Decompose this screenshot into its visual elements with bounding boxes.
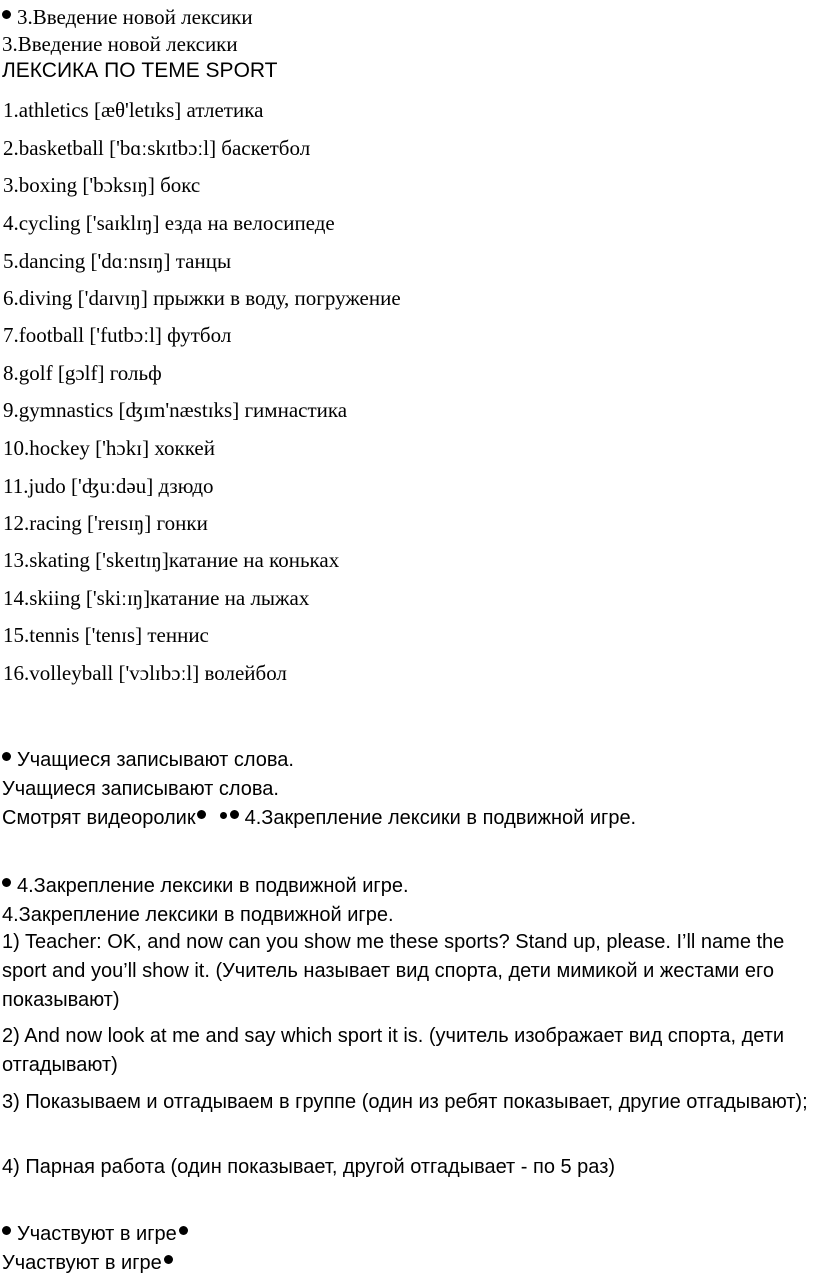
activity-item-3: 3) Показываем и отгадываем в группе (один из ребят показывает, другие отгадывают);: [2, 1091, 808, 1113]
bullet-icon: [179, 1226, 188, 1235]
bullet-heading-text: Учащиеся записывают слова.: [17, 749, 294, 771]
activity-item-1: 1) Teacher: OK, and now can you show me these sports? Stand up, please. I’ll name the sport and you’ll show it. (Учитель называет вид спорта, дети мимикой и жестами его показывают): [2, 931, 785, 1011]
watch-video-text: Смотрят видеоролик: [2, 807, 196, 829]
activity-item-4: 4) Парная работа (один показывает, другой отгадывает - по 5 раз): [2, 1156, 616, 1178]
vocab-item: 15.tennis ['tenɪs] теннис: [3, 623, 209, 647]
bullet-heading-text: Участвуют в игре: [17, 1223, 177, 1245]
students-play-line: [2, 1250, 173, 1276]
bullet-icon: [2, 1226, 11, 1235]
bullet-icon: [2, 10, 11, 19]
vocab-item: 12.racing ['reɪsɪŋ] гонки: [3, 511, 208, 535]
activity-item-2: 2) And now look at me and say which sport it is. (учитель изображает вид спорта, дети отгадывают): [2, 1025, 785, 1076]
vocab-item: 7.football ['futbɔːl] футбол: [3, 323, 232, 347]
students-play-text: Участвуют в игре: [2, 1252, 162, 1274]
bullet-heading-students-play: [2, 1221, 188, 1247]
bullet-icon: [2, 878, 11, 887]
vocab-item: 3.boxing ['bɔksɪŋ] бокс: [3, 173, 201, 197]
vocab-item: 5.dancing ['dɑːnsɪŋ] танцы: [3, 249, 232, 273]
vocab-item: 1.athletics [æθ'letɪks] атлетика: [3, 98, 264, 122]
students-write-line: Учащиеся записывают слова.: [2, 778, 279, 800]
section4-inline-heading: 4.Закрепление лексики в подвижной игре.: [244, 807, 637, 829]
vocab-item: 13.skating ['skeɪtɪŋ]катание на коньках: [3, 548, 340, 572]
bullet-icon: [197, 810, 206, 819]
bullet-heading-text: 3.Введение новой лексики: [17, 5, 253, 29]
bullet-icon: [2, 752, 11, 761]
vocab-item: 4.cycling ['saɪklɪŋ] езда на велосипеде: [3, 211, 335, 235]
bullet-heading-section4: [2, 873, 409, 899]
bullet-icon: [164, 1255, 173, 1264]
bullet-icon: [220, 812, 227, 819]
vocab-item: 6.diving ['daɪvɪŋ] прыжки в воду, погружение: [3, 286, 401, 310]
section3-heading: 3.Введение новой лексики: [2, 32, 238, 56]
bullet-heading-section3: [2, 4, 253, 30]
watch-video-line: [2, 805, 636, 831]
vocab-item: 16.volleyball ['vɔlɪbɔːl] волейбол: [3, 661, 287, 685]
vocab-item: 2.basketball ['bɑːskɪtbɔːl] баскетбол: [3, 136, 311, 160]
section4-heading: 4.Закрепление лексики в подвижной игре.: [2, 904, 394, 926]
bullet-heading-students-write: [2, 747, 294, 773]
vocab-item: 9.gymnastics [ʤɪm'næstɪks] гимнастика: [3, 398, 348, 422]
vocab-item: 8.golf [gɔlf] гольф: [3, 361, 162, 385]
vocab-item: 11.judo ['ʤuːdəu] дзюдо: [3, 474, 214, 498]
bullet-icon: [230, 810, 239, 819]
bullet-heading-text: 4.Закрепление лексики в подвижной игре.: [17, 875, 409, 897]
vocab-item: 10.hockey ['hɔkɪ] хоккей: [3, 436, 215, 460]
vocab-item: 14.skiing ['skiːɪŋ]катание на лыжах: [3, 586, 310, 610]
topic-title: ЛЕКСИКА ПО ТЕМЕ SPORT: [2, 59, 278, 82]
